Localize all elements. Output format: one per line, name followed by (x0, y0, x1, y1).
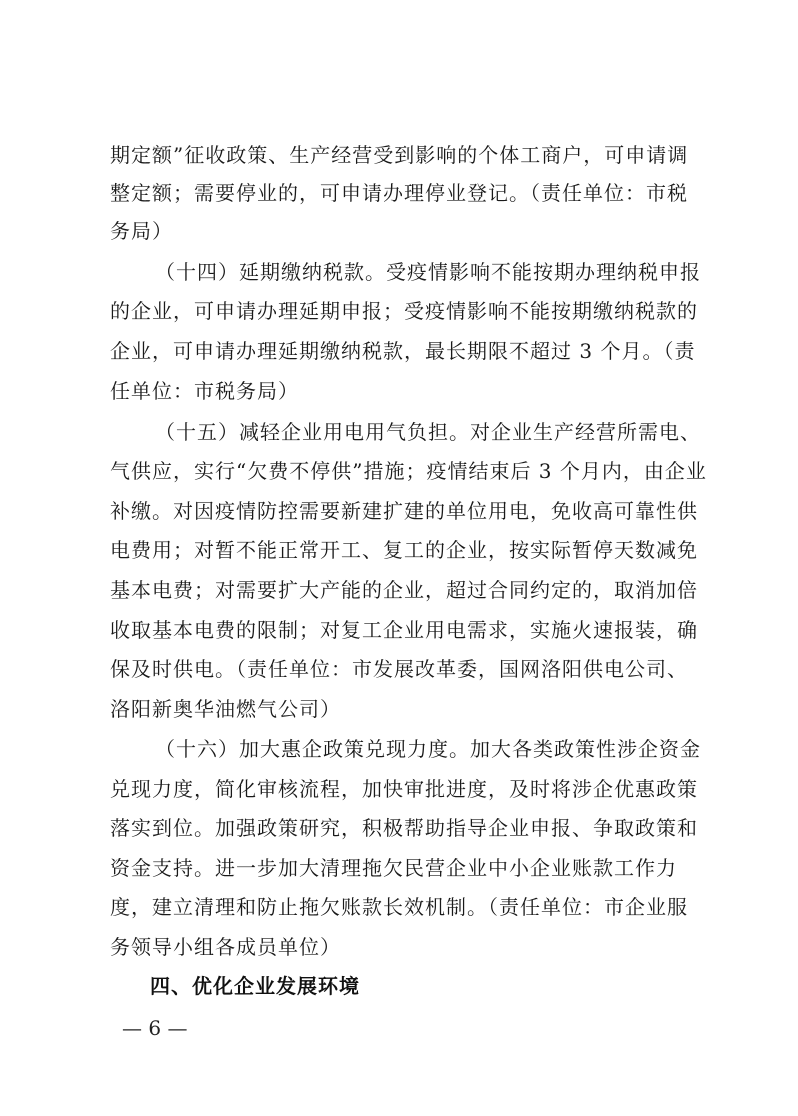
text-line: 洛阳新奥华油燃气公司） (110, 697, 341, 721)
text-line: 期定额”征收政策、生产经营受到影响的个体工商户，可申请调 (110, 143, 689, 167)
text-line: 气供应，实行“欠费不停供”措施；疫情结束后 3 个月内，由企业 (110, 459, 707, 483)
text-line: （十五）减轻企业用电用气负担。对企业生产经营所需电、 (155, 420, 701, 444)
text-line: 落实到位。加强政策研究，积极帮助指导企业申报、争取政策和 (110, 816, 698, 840)
text-line: 电费用；对暂不能正常开工、复工的企业，按实际暂停天数减免 (110, 538, 698, 562)
text-line: （十四）延期缴纳税款。受疫情影响不能按期办理纳税申报 (155, 260, 701, 284)
text-line: 度，建立清理和防止拖欠账款长效机制。（责任单位：市企业服 (110, 895, 688, 919)
text-line: 补缴。对因疫情防控需要新建扩建的单位用电，免收高可靠性供 (110, 499, 698, 523)
text-line: 任单位：市税务局） (110, 379, 299, 403)
text-line: 资金支持。进一步加大清理拖欠民营企业中小企业账款工作力 (110, 856, 677, 880)
text-line: 企业，可申请办理延期缴纳税款，最长期限不超过 3 个月。（责 (110, 339, 696, 363)
text-line: 保及时供电。（责任单位：市发展改革委，国网洛阳供电公司、 (110, 657, 688, 681)
section-heading: 四、优化企业发展环境 (150, 974, 360, 998)
page-number: — 6 — (122, 1016, 188, 1040)
text-line: 整定额；需要停业的，可申请办理停业登记。（责任单位：市税 (110, 181, 688, 205)
text-line: 基本电费；对需要扩大产能的企业，超过合同约定的，取消加倍 (110, 578, 698, 602)
text-line: 兑现力度，简化审核流程，加快审批进度，及时将涉企优惠政策 (110, 777, 698, 801)
text-line: 收取基本电费的限制；对复工企业用电需求，实施火速报装，确 (110, 618, 698, 642)
text-line: 务局） (110, 219, 173, 243)
text-line: 务领导小组各成员单位） (110, 935, 341, 959)
text-line: （十六）加大惠企政策兑现力度。加大各类政策性涉企资金 (155, 737, 701, 761)
text-line: 的企业，可申请办理延期申报；受疫情影响不能按期缴纳税款的 (110, 299, 698, 323)
